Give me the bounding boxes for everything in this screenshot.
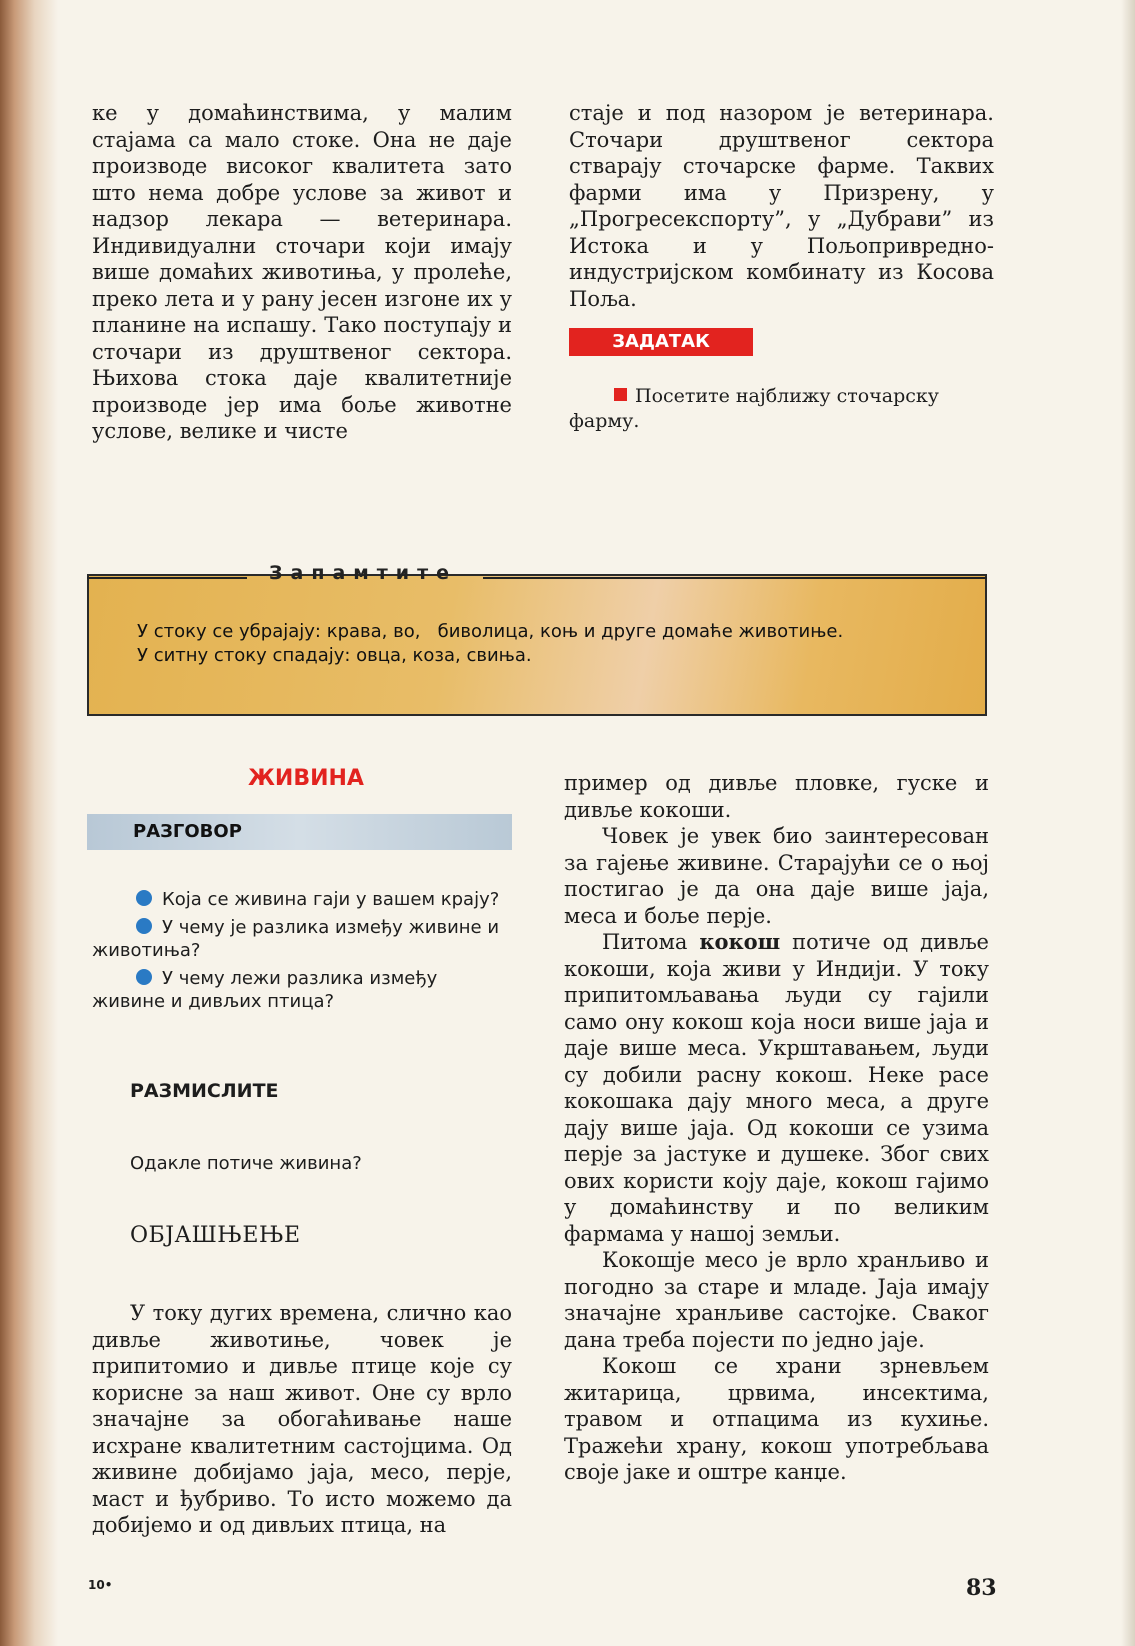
conversation-label: РАЗГОВОР [133,821,242,842]
blue-dot-bullet-icon [136,890,152,906]
conversation-bar [87,814,512,850]
right-paragraph-3: Питома кокош потиче од дивље кокоши, која живи у Индији. У току припитомљавања људи су гајили само ону кокош која носи више јаја и даје више меса. Укрштавањем, људи су добили расну кокош. Неке расе кокошака дају много меса, а друге дају више јаја. Од кокоши се узима перје за јастуке и душеке. Због свих ових користи коју даје, кокош гајимо у домаћинству и по великим фармама у нашој земљи. [564,929,989,1246]
page-edge [1121,0,1135,1646]
task-badge: ЗАДАТАК [569,328,753,356]
remember-line-2: У ситну стоку спадају: овца, коза, свиња. [137,645,532,666]
blue-dot-bullet-icon [136,918,152,934]
right-paragraph-1: пример од дивље пловке, гуске и дивље кокоши. [564,771,989,822]
bottom-left-paragraph: У току дугих времена, слично као дивље животиње, човек је припитомио и дивље птице које су корисне за наш живот. Оне су врло значајне за обогаћивање наше исхране квалитетним састојцима. Од живине добијамо јаја, месо, перје, маст и ђубриво. То исто можемо да добијемо и од дивљих птица, на [92,1301,512,1537]
right-paragraph-5: Кокош се храни зрневљем житарица, црвима, инсектима, травом и отпацима из кухиње. Тражећи храну, кокош употребљава своје јаке и оштре канџе. [564,1354,989,1484]
remember-section [87,562,987,714]
divider-right [483,577,987,579]
right-paragraph-4: Кокошје месо је врло хранљиво и погодно за старе и младе. Јаја имају значајне хранљиве састојке. Сваког дана треба појести по једно јаје. [564,1248,989,1352]
right-paragraph-2: Човек је увек био заинтересован за гајење живине. Старајући се о њој постигао је да она даје више јаја, меса и боље перје. [564,824,989,928]
signature-mark: 10• [88,1578,113,1592]
top-right-paragraph: стаје и под назором је ветеринара. Сточари друштвеног сектора стварају сточарске фарме. Таквих фарми има у Призрену, у „Прогресекспорту”, у „Дубрави” из Истока и у Пољопривредно-индустријском комбинату из Косова Поља. [569,101,994,311]
remember-title-bar [87,562,987,582]
bottom-left-column [92,1300,512,1539]
task-text [569,384,989,434]
remember-line-1: У стоку се убрајају: крава, во, биволица, коњ и друге домаће животиње. [137,621,844,642]
top-left-paragraph: ке у домаћинствима, у малим стајама са мало стоке. Она не даје производе високог квалитета зато што нема добре услове за живот и надзор лекара — ветеринара. Индивидуални сточари који имају више домаћих животиња, у пролеће, преко лета и у рану јесен изгоне их у планине на испашу. Тако поступају и сточари из друштвеног сектора. Њихова стока даје квалитетније производе јер има боље животне услове, велике и чисте [92,101,512,443]
remember-box [87,574,987,716]
question-list [92,888,512,1018]
red-square-bullet-icon [614,388,627,401]
top-right-column [569,100,994,312]
bottom-right-column [564,770,989,1486]
poultry-heading: ЖИВИНА [248,766,364,791]
blue-dot-bullet-icon [136,969,152,985]
think-heading: РАЗМИСЛИТЕ [130,1080,279,1102]
page-number: 83 [966,1575,997,1601]
question-item: У чему је разлика између живине и животиња? [92,917,500,961]
question-item: Која се живина гаји у вашем крају? [92,888,512,911]
bold-term: кокош [699,929,781,954]
explanation-heading: ОБЈАШЊЕЊЕ [130,1223,301,1248]
remember-title: Запамтите [269,562,458,584]
top-left-column [92,100,512,445]
think-question: Одакле потиче живина? [130,1153,362,1174]
book-spine-shadow [0,0,58,1646]
question-item: У чему лежи разлика између живине и дивљих птица? [92,968,438,1012]
remember-lines [137,620,967,668]
divider-left [87,577,247,579]
task-instruction: Посетите најближу сточарску фарму. [569,385,939,432]
